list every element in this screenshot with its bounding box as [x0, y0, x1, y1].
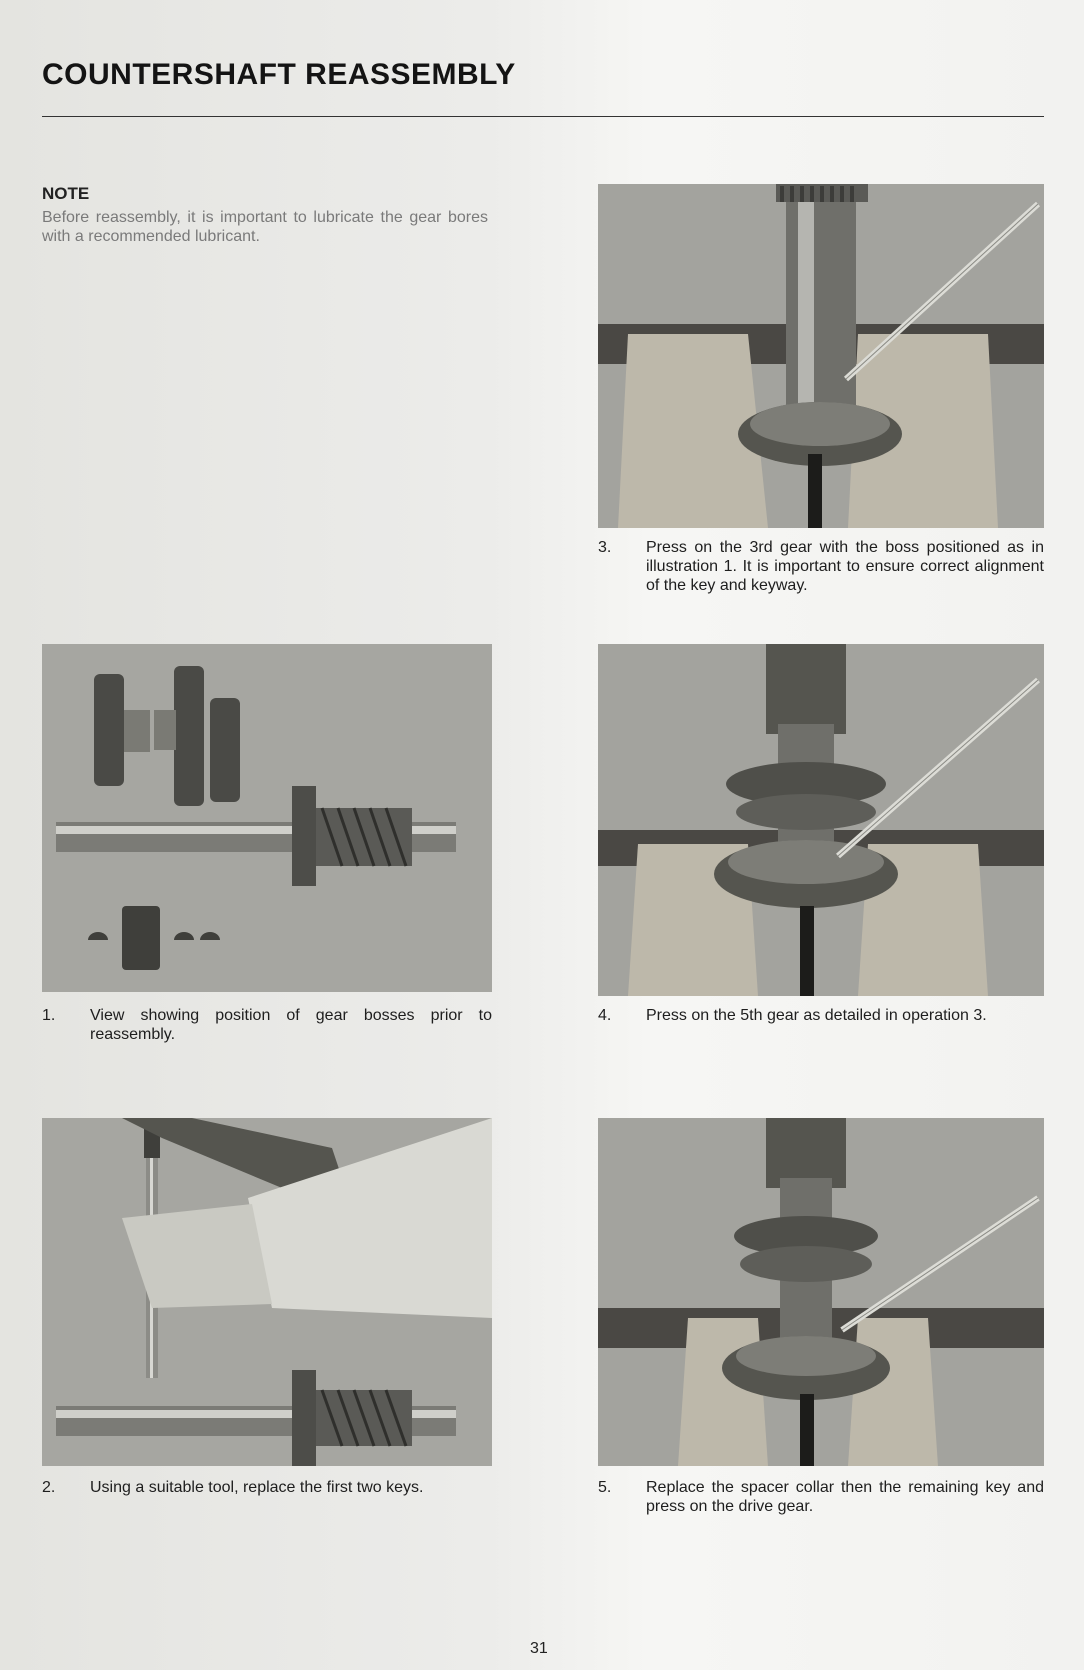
page-title: COUNTERSHAFT REASSEMBLY	[42, 58, 516, 91]
photo-step-2	[42, 1118, 492, 1466]
step-1-caption	[42, 1006, 492, 1050]
step-5-text: Replace the spacer collar then the remaining key and press on the drive gear.	[646, 1479, 1044, 1515]
note-text: Before reassembly, it is important to lubricate the gear bores with a recommended lubricant.	[42, 209, 488, 245]
step-1-number: 1.	[42, 1007, 56, 1024]
step-3-caption	[598, 538, 1044, 598]
step-4-text: Press on the 5th gear as detailed in operation 3.	[646, 1007, 987, 1024]
photo-step-1	[42, 644, 492, 992]
step-2-number: 2.	[42, 1479, 56, 1496]
step-3-number: 3.	[598, 539, 612, 556]
step-4-number: 4.	[598, 1007, 612, 1024]
step-5-caption	[598, 1478, 1044, 1522]
step-2-text: Using a suitable tool, replace the first two keys.	[90, 1479, 424, 1496]
photo-step-4	[598, 644, 1044, 996]
title-divider	[42, 116, 1044, 117]
step-3-text: Press on the 3rd gear with the boss positioned as in illustration 1. It is important to ensure correct alignment of the key and keyway.	[646, 539, 1044, 594]
step-4-caption	[598, 1006, 1044, 1030]
step-5-number: 5.	[598, 1479, 612, 1496]
photo-step-3	[598, 184, 1044, 528]
step-2-caption	[42, 1478, 492, 1522]
note-heading: NOTE	[42, 184, 90, 203]
photo-step-5	[598, 1118, 1044, 1466]
step-1-text: View showing position of gear bosses prior to reassembly.	[90, 1007, 492, 1043]
page-number: 31	[530, 1640, 548, 1657]
